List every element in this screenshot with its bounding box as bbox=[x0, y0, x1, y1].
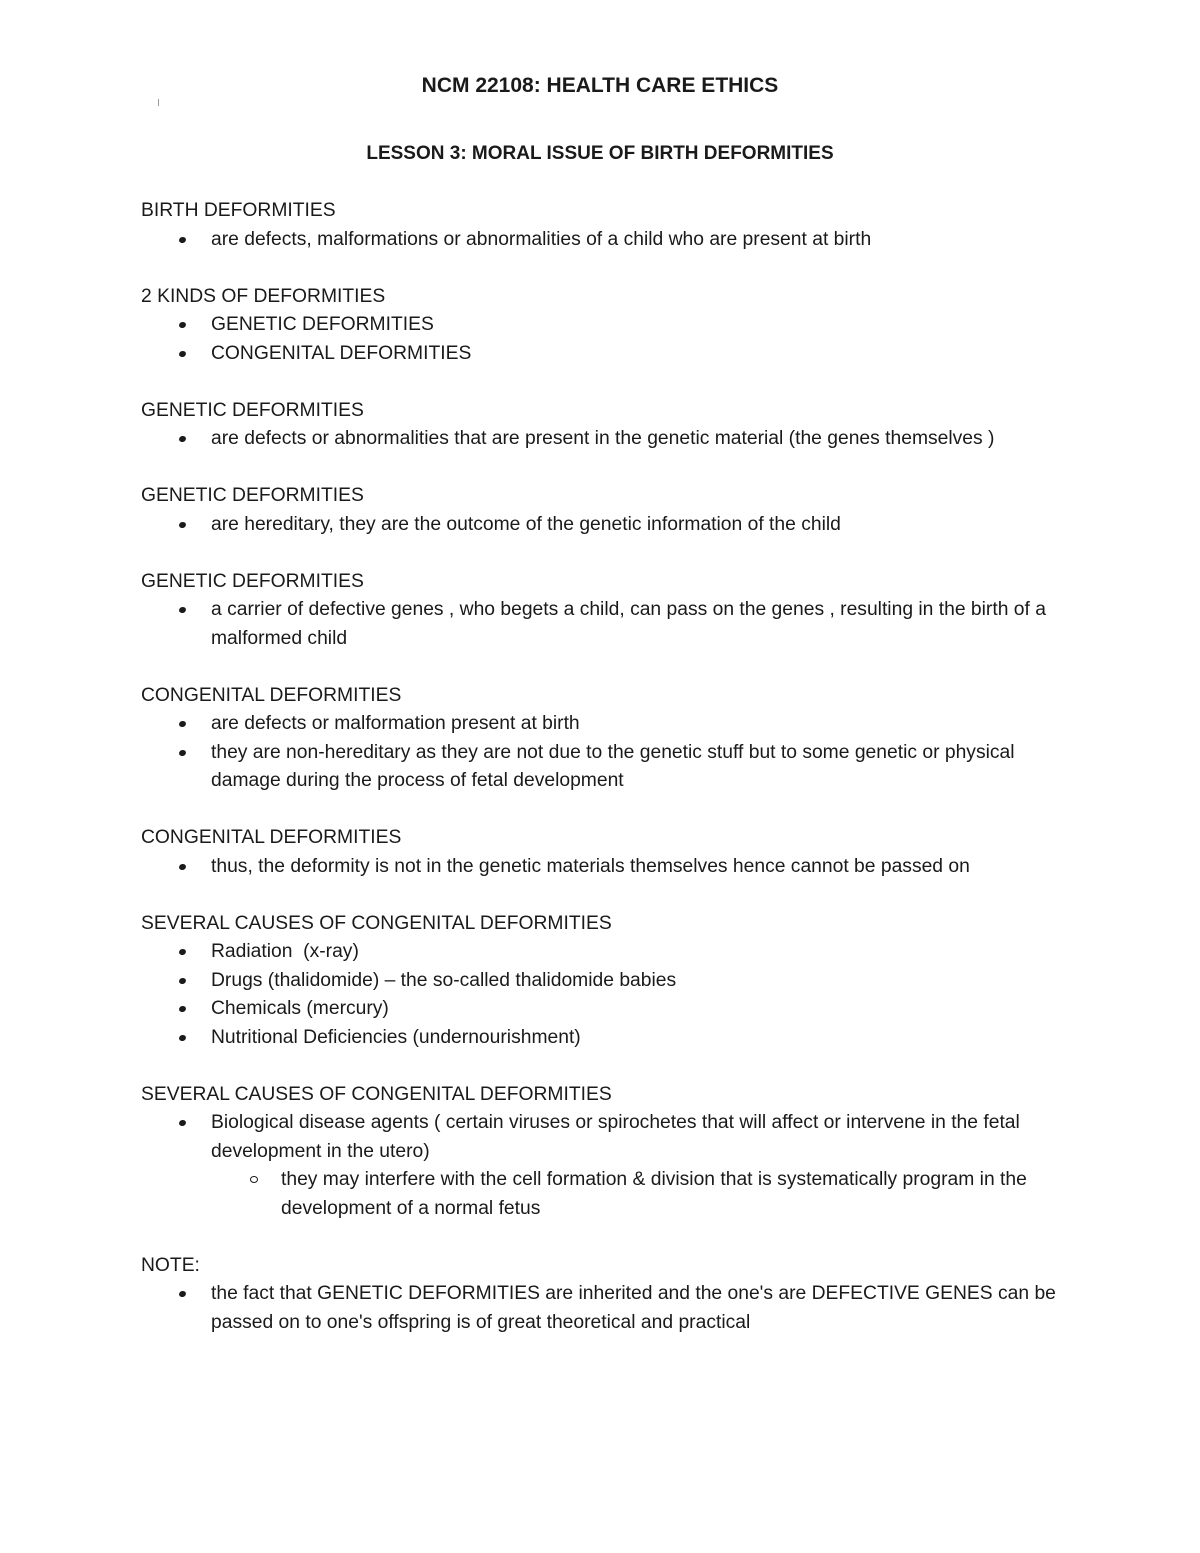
hollow-bullet-icon bbox=[250, 1176, 258, 1183]
bullet-icon bbox=[178, 606, 187, 614]
section-causes-2 bbox=[141, 1081, 1071, 1224]
lesson-title: LESSON 3: MORAL ISSUE OF BIRTH DEFORMITIES bbox=[366, 143, 834, 164]
bullet-icon bbox=[178, 236, 187, 244]
list-item bbox=[141, 226, 1071, 255]
section-heading: GENETIC DEFORMITIES bbox=[141, 570, 364, 592]
list-item-text: Chemicals (mercury) bbox=[211, 998, 389, 1019]
list-item-text: they are non-hereditary as they are not due to the genetic stuff but to some genetic or physical damage during the process of fetal development bbox=[211, 741, 1015, 791]
list-item-text: CONGENITAL DEFORMITIES bbox=[211, 342, 472, 364]
sub-list-item-text: they may interfere with the cell formation & division that is systematically program in the development of a normal fetus bbox=[281, 1169, 1027, 1219]
list-item-text: a carrier of defective genes , who begets a child, can pass on the genes , resulting in the birth of a malformed child bbox=[211, 599, 1046, 649]
bullet-list bbox=[141, 938, 1071, 1052]
list-item bbox=[141, 739, 1071, 796]
list-item-text: Biological disease agents ( certain viruses or spirochetes that will affect or intervene in the fetal development in the utero) bbox=[211, 1112, 1020, 1162]
section-genetic-deformities-3 bbox=[141, 568, 1071, 654]
list-item bbox=[141, 1280, 1071, 1337]
list-item bbox=[141, 1109, 1071, 1223]
section-causes-1 bbox=[141, 910, 1071, 1053]
list-item-text: are defects, malformations or abnormalities of a child who are present at birth bbox=[211, 228, 872, 250]
bullet-icon bbox=[178, 1290, 187, 1298]
bullet-icon bbox=[178, 435, 187, 443]
list-item-text: thus, the deformity is not in the genetic materials themselves hence cannot be passed on bbox=[211, 855, 970, 877]
list-item bbox=[141, 1024, 1071, 1053]
bullet-list bbox=[141, 710, 1071, 796]
section-heading: BIRTH DEFORMITIES bbox=[141, 200, 336, 221]
list-item-text: Drugs (thalidomide) – the so-called thalidomide babies bbox=[211, 969, 677, 991]
document-body bbox=[141, 197, 1071, 1366]
bullet-icon bbox=[178, 1119, 187, 1127]
list-item-text: are hereditary, they are the outcome of the genetic information of the child bbox=[211, 513, 841, 535]
list-item bbox=[141, 425, 1071, 454]
list-item-text: are defects or abnormalities that are present in the genetic material (the genes themselves ) bbox=[211, 428, 995, 449]
bullet-icon bbox=[178, 720, 187, 728]
section-birth-deformities bbox=[141, 197, 1071, 254]
section-kinds-of-deformities bbox=[141, 283, 1071, 369]
sub-list-item bbox=[211, 1166, 1071, 1223]
section-heading: GENETIC DEFORMITIES bbox=[141, 485, 364, 506]
section-heading: CONGENITAL DEFORMITIES bbox=[141, 684, 402, 706]
section-heading: 2 KINDS OF DEFORMITIES bbox=[141, 285, 386, 307]
list-item-text: Radiation (x-ray) bbox=[211, 941, 359, 962]
list-item bbox=[141, 853, 1071, 882]
bullet-icon bbox=[178, 749, 187, 757]
section-heading: NOTE: bbox=[141, 1254, 200, 1276]
section-note bbox=[141, 1252, 1071, 1338]
section-genetic-deformities-2 bbox=[141, 482, 1071, 539]
section-heading: SEVERAL CAUSES OF CONGENITAL DEFORMITIES bbox=[141, 912, 612, 934]
list-item-text: Nutritional Deficiencies (undernourishment) bbox=[211, 1026, 581, 1048]
list-item bbox=[141, 938, 1071, 967]
sub-bullet-list bbox=[211, 1166, 1071, 1223]
bullet-icon bbox=[178, 977, 187, 985]
list-item bbox=[141, 967, 1071, 996]
list-item bbox=[141, 511, 1071, 540]
list-item-text: the fact that GENETIC DEFORMITIES are inherited and the one's are DEFECTIVE GENES can be passed on to one's offspring is of great theoretical and practical bbox=[211, 1283, 1056, 1333]
bullet-list bbox=[141, 226, 1071, 255]
bullet-list bbox=[141, 311, 1071, 368]
list-item-text: are defects or malformation present at birth bbox=[211, 713, 580, 734]
list-item bbox=[141, 311, 1071, 340]
bullet-list bbox=[141, 1109, 1071, 1223]
bullet-icon bbox=[178, 521, 187, 529]
section-heading: CONGENITAL DEFORMITIES bbox=[141, 827, 402, 848]
list-item-text: GENETIC DEFORMITIES bbox=[211, 314, 434, 335]
bullet-icon bbox=[178, 1005, 187, 1013]
page-mark bbox=[158, 99, 159, 106]
bullet-icon bbox=[178, 863, 187, 871]
bullet-icon bbox=[178, 948, 187, 956]
course-title: NCM 22108: HEALTH CARE ETHICS bbox=[421, 74, 779, 97]
bullet-icon bbox=[178, 350, 187, 358]
bullet-list bbox=[141, 1280, 1071, 1337]
list-item bbox=[141, 340, 1071, 369]
list-item bbox=[141, 710, 1071, 739]
section-heading: SEVERAL CAUSES OF CONGENITAL DEFORMITIES bbox=[141, 1083, 612, 1105]
bullet-list bbox=[141, 425, 1071, 454]
list-item bbox=[141, 995, 1071, 1024]
section-congenital-deformities-1 bbox=[141, 682, 1071, 796]
bullet-list bbox=[141, 511, 1071, 540]
bullet-list bbox=[141, 596, 1071, 653]
bullet-icon bbox=[178, 1034, 187, 1042]
section-heading: GENETIC DEFORMITIES bbox=[141, 399, 364, 421]
list-item bbox=[141, 596, 1071, 653]
bullet-list bbox=[141, 853, 1071, 882]
section-genetic-deformities-1 bbox=[141, 397, 1071, 454]
bullet-icon bbox=[178, 321, 187, 329]
section-congenital-deformities-2 bbox=[141, 824, 1071, 881]
